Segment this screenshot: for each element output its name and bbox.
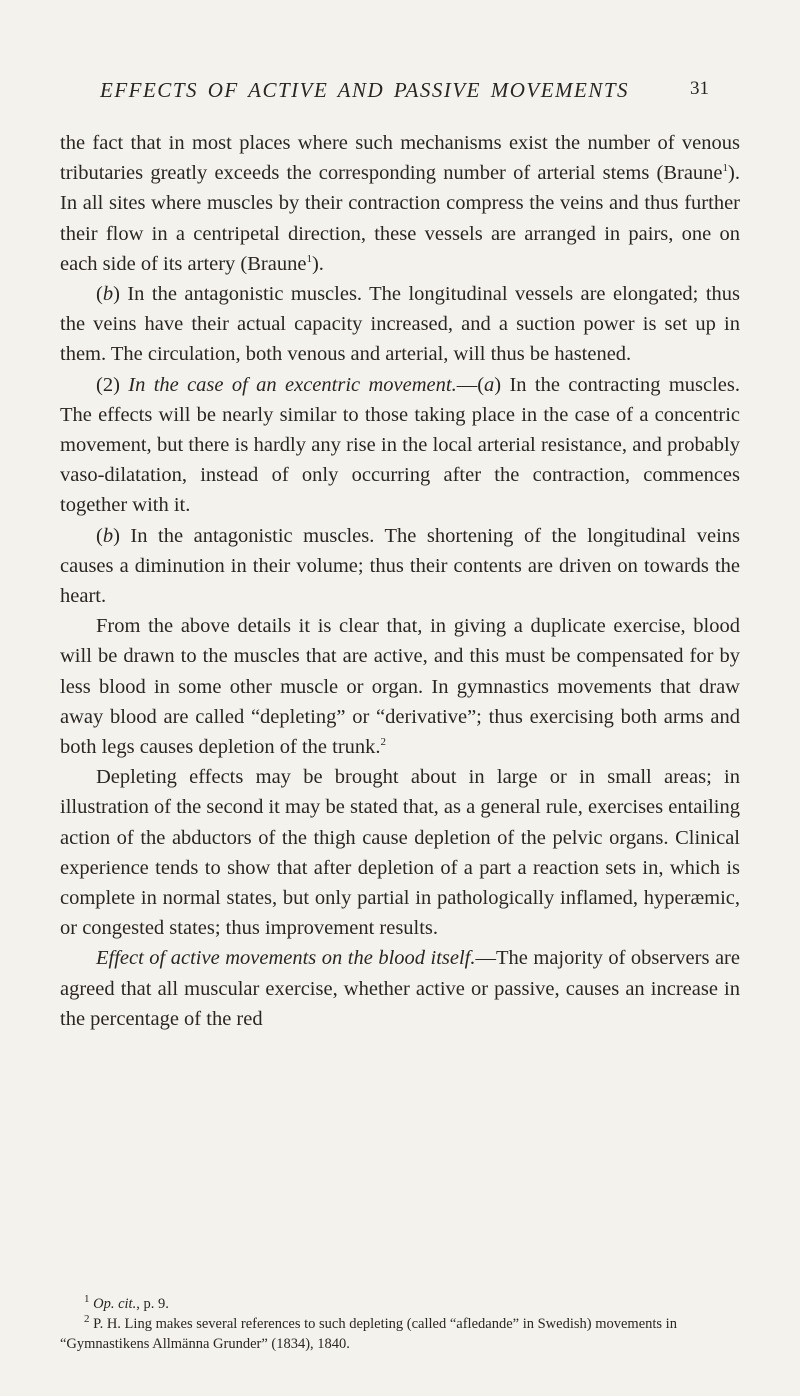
text-run: (2) — [96, 373, 129, 396]
text-run: —( — [456, 373, 485, 396]
text-run: P. H. Ling makes several references to such depleting (called “afledande” in Swedish) movements in “Gymnastikens Allmänna Grunder” (1834), 1840. — [60, 1316, 677, 1352]
text-run: ). — [311, 252, 324, 275]
paragraph — [60, 128, 740, 279]
text-run: , p. 9. — [136, 1296, 169, 1312]
footnote — [60, 1294, 740, 1314]
running-title: EFFECTS OF ACTIVE AND PASSIVE MOVEMENTS — [100, 78, 630, 102]
footnote-marker: 2 — [84, 1313, 90, 1326]
paragraph — [60, 762, 740, 943]
body-text — [60, 128, 740, 1034]
text-run: ) In the antagonistic muscles. The shortening of the longitudinal veins causes a diminution in their volume; thus their contents are driven on towards the heart. — [60, 524, 740, 608]
text-run: the fact that in most places where such mechanisms exist the number of venous tributaries greatly exceeds the corresponding number of arterial stems (Braune — [60, 132, 740, 185]
italic-text: a — [484, 373, 495, 396]
footnote — [60, 1314, 740, 1354]
text-run: ) In the antagonistic muscles. The longitudinal vessels are elongated; thus the veins have their actual capacity increased, and a suction power is set up in them. The circulation, both venous and arterial, will thus be hastened. — [60, 283, 740, 366]
italic-text: Op. cit. — [93, 1296, 137, 1312]
paragraph — [60, 521, 740, 612]
footnote-marker: 1 — [84, 1293, 90, 1306]
text-run: —The majority of observers are agreed that all muscular exercise, whether active or passive, causes an increase in the percentage of the red — [60, 947, 740, 1030]
paragraph — [60, 370, 740, 521]
footnote-marker: 1 — [722, 162, 729, 175]
italic-text: In the case of an excentric movement. — [128, 373, 457, 396]
footnote-marker: 1 — [306, 252, 312, 265]
footnotes — [60, 1294, 740, 1354]
paragraph — [60, 279, 740, 370]
text-run: ( — [96, 283, 103, 306]
paragraph — [60, 611, 740, 762]
paragraph — [60, 943, 740, 1034]
italic-text: b — [102, 524, 114, 547]
text-run: ( — [96, 524, 103, 547]
text-run: Depleting effects may be brought about in large or in small areas; in illustration of the second it may be stated that, as a general rule, exercises entailing action of the abductors of the thigh cause depletion of the pelvic organs. Clinical experience tends to show that after depletion of a part a reaction sets in, which is complete in normal states, but only partial in pathologically inflamed, hyperæmic, or congested states; thus improvement results. — [60, 766, 740, 940]
footnote-marker: 2 — [380, 736, 387, 749]
page-number: 31 — [690, 78, 709, 99]
italic-text: b — [102, 283, 114, 306]
text-run: From the above details it is clear that, in giving a duplicate exercise, blood will be drawn to the muscles that are active, and this must be compensated for by less blood in some other muscle or organ. In gymnastics movements that draw away blood are called “depleting” or “derivative”; thus exercising both arms and both legs causes depletion of the trunk. — [60, 615, 740, 759]
italic-text: Effect of active movements on the blood itself. — [96, 947, 476, 970]
text-run: ) In the contracting muscles. The effects will be nearly similar to those taking place in the case of a concentric movement, but there is hardly any rise in the local arterial resistance, and probably vaso-dilatation, instead of only occurring after the contraction, commences together with it. — [60, 373, 741, 517]
text-run: ). In all sites where muscles by their contraction compress the veins and thus further their flow in a centripetal direction, these vessels are arranged in pairs, one on each side of its artery (Braune — [60, 162, 740, 275]
